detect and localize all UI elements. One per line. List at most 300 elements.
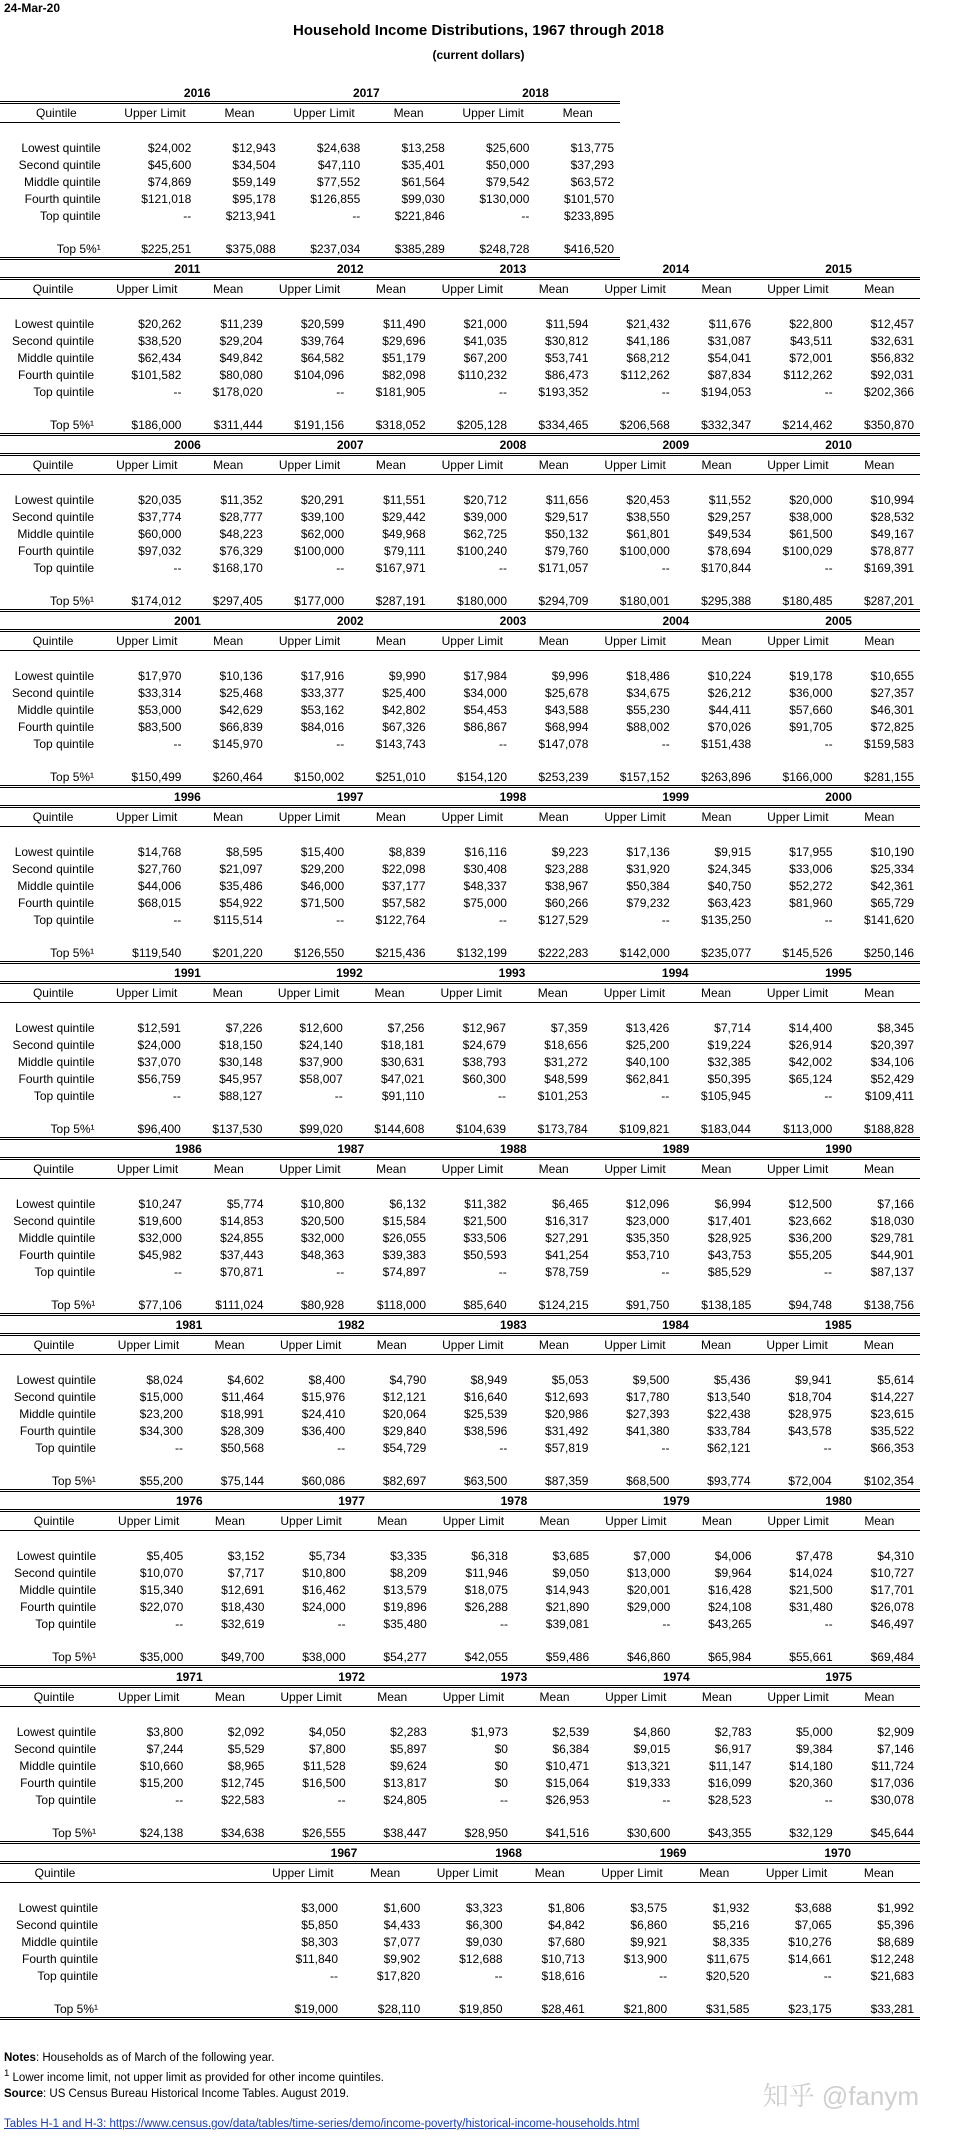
upper-limit-cell: $20,001 xyxy=(626,1582,671,1597)
upper-limit-cell: -- xyxy=(352,208,361,223)
upper-limit-cell: $15,340 xyxy=(139,1582,184,1597)
year-label: 1997 xyxy=(336,790,364,804)
quintile-label: Fourth quintile xyxy=(19,1247,96,1262)
mean-cell: $30,148 xyxy=(219,1054,263,1069)
year-block xyxy=(0,1845,957,2021)
mean-cell: $49,534 xyxy=(707,526,752,541)
mean-cell: $54,041 xyxy=(707,350,752,365)
table-row xyxy=(0,139,620,156)
upper-limit-cell: $14,180 xyxy=(789,1758,833,1773)
mean-header: Mean xyxy=(189,1687,270,1707)
mean-cell: $168,170 xyxy=(212,560,263,575)
quintile-label: Lowest quintile xyxy=(21,140,101,155)
mean-header: Mean xyxy=(187,455,268,475)
mean-cell: $52,429 xyxy=(870,1071,914,1086)
table-row xyxy=(0,1120,920,1139)
quintile-label: Lowest quintile xyxy=(18,1900,99,1915)
upper-limit-cell: $132,199 xyxy=(432,944,513,963)
mean-cell: $135,250 xyxy=(701,912,752,927)
upper-limit-cell: $14,024 xyxy=(789,1565,833,1580)
mean-cell: $18,430 xyxy=(221,1599,265,1614)
quintile-label: Lowest quintile xyxy=(16,1372,96,1387)
mean-cell: $5,436 xyxy=(713,1372,751,1387)
mean-cell: $4,310 xyxy=(877,1548,914,1563)
mean-cell: $10,713 xyxy=(541,1951,585,1966)
upper-limit-cell: -- xyxy=(334,1088,343,1103)
year-label: 2017 xyxy=(352,86,380,100)
mean-cell: $30,078 xyxy=(870,1792,914,1807)
quintile-label: Second quintile xyxy=(13,1213,96,1228)
upper-limit-cell: -- xyxy=(183,208,192,223)
upper-limit-cell: $45,600 xyxy=(147,157,192,172)
mean-cell: $8,965 xyxy=(227,1758,265,1773)
upper-limit-cell: $16,462 xyxy=(302,1582,346,1597)
upper-limit-cell: -- xyxy=(499,384,508,399)
year-label: 1970 xyxy=(824,1846,852,1860)
mean-cell: $294,709 xyxy=(513,592,594,611)
mean-cell: $138,756 xyxy=(838,1296,920,1315)
upper-limit-cell: $10,247 xyxy=(138,1196,182,1211)
upper-limit-cell: $100,000 xyxy=(619,543,670,558)
upper-limit-cell: $3,688 xyxy=(794,1900,832,1915)
mean-cell: $43,265 xyxy=(708,1616,752,1631)
upper-limit-cell: $46,860 xyxy=(595,1648,676,1667)
mean-cell: $260,464 xyxy=(187,768,268,787)
upper-limit-header: Upper Limit xyxy=(270,1511,351,1531)
upper-limit-cell: $25,200 xyxy=(625,1037,670,1052)
upper-limit-header: Upper Limit xyxy=(755,1863,837,1883)
mean-cell: $8,689 xyxy=(877,1934,914,1949)
quintile-label: Second quintile xyxy=(14,1741,97,1756)
upper-limit-header: Upper Limit xyxy=(113,103,198,123)
mean-cell: $29,781 xyxy=(870,1230,914,1245)
mean-cell: $3,335 xyxy=(390,1548,427,1563)
upper-limit-cell: $29,000 xyxy=(626,1599,671,1614)
mean-cell: $79,111 xyxy=(384,543,426,558)
year-block xyxy=(0,613,957,789)
mean-cell: $111,024 xyxy=(188,1296,270,1315)
income-table xyxy=(0,261,920,436)
year-label: 1981 xyxy=(175,1318,203,1332)
table-row xyxy=(0,349,920,366)
mean-cell: $12,457 xyxy=(870,316,914,331)
mean-cell: $263,896 xyxy=(676,768,757,787)
mean-cell: $82,098 xyxy=(382,367,426,382)
mean-header: Mean xyxy=(676,1511,757,1531)
upper-limit-header: Upper Limit xyxy=(757,455,838,475)
quintile-label: Fourth quintile xyxy=(20,1775,97,1790)
upper-limit-cell: $11,840 xyxy=(295,1951,338,1966)
upper-limit-cell: $20,000 xyxy=(789,492,833,507)
upper-limit-cell: $21,800 xyxy=(591,2000,673,2019)
mean-cell: $15,584 xyxy=(382,1213,427,1228)
quintile-label: Middle quintile xyxy=(17,526,95,541)
mean-header: Mean xyxy=(512,983,594,1003)
year-label xyxy=(110,1845,262,1863)
upper-limit-header: Upper Limit xyxy=(269,455,350,475)
upper-limit-cell: $214,462 xyxy=(757,416,838,435)
year-block xyxy=(0,261,957,437)
upper-limit-cell: $22,800 xyxy=(789,316,833,331)
upper-limit-header: Upper Limit xyxy=(451,103,536,123)
upper-limit-cell: $71,500 xyxy=(300,895,345,910)
year-label: 2018 xyxy=(522,86,549,100)
mean-header: Mean xyxy=(839,1511,920,1531)
upper-limit-cell: $15,000 xyxy=(139,1389,184,1404)
upper-limit-cell: $15,400 xyxy=(300,844,345,859)
mean-cell: $10,224 xyxy=(707,668,752,683)
quintile-label: Middle quintile xyxy=(24,174,101,189)
mean-cell: $31,087 xyxy=(707,333,752,348)
upper-limit-cell: $225,251 xyxy=(113,240,198,259)
upper-limit-cell: -- xyxy=(823,1968,832,1983)
table-row xyxy=(0,1581,920,1598)
upper-limit-cell: -- xyxy=(336,560,345,575)
upper-limit-cell: -- xyxy=(824,736,833,751)
mean-cell: $5,053 xyxy=(551,1372,589,1387)
census-tables-link[interactable]: Tables H-1 and H-3: https://www.census.gov/data/tables/time-series/demo/income-poverty/historical-income-households.html xyxy=(4,2118,640,2130)
mean-cell: $22,583 xyxy=(221,1792,265,1807)
table-row xyxy=(0,1388,920,1405)
quintile-label: Lowest quintile xyxy=(15,1196,96,1211)
quintile-label: Second quintile xyxy=(14,1565,97,1580)
mean-header: Mean xyxy=(189,1335,270,1355)
year-label: 2001 xyxy=(174,614,201,628)
mean-header: Mean xyxy=(349,983,431,1003)
mean-cell: $54,922 xyxy=(219,895,263,910)
mean-cell: $171,057 xyxy=(538,560,589,575)
upper-limit-cell: -- xyxy=(661,560,670,575)
mean-cell: $15,064 xyxy=(545,1775,590,1790)
upper-limit-cell: $60,300 xyxy=(462,1071,506,1086)
quintile-label: Middle quintile xyxy=(17,878,95,893)
upper-limit-cell: -- xyxy=(661,384,670,399)
mean-cell: $3,685 xyxy=(552,1548,590,1563)
mean-cell: $375,088 xyxy=(197,240,282,259)
mean-cell: $11,676 xyxy=(708,316,752,331)
upper-limit-cell: $38,000 xyxy=(789,509,833,524)
upper-limit-cell: $17,136 xyxy=(626,844,670,859)
upper-limit-cell: $8,303 xyxy=(301,1934,338,1949)
quintile-label: Second quintile xyxy=(18,157,101,172)
year-block xyxy=(0,1141,957,1317)
table-row xyxy=(0,1439,920,1456)
table-row xyxy=(0,190,620,207)
mean-cell: $49,167 xyxy=(870,526,914,541)
mean-cell: $3,152 xyxy=(227,1548,265,1563)
year-label: 1968 xyxy=(495,1846,522,1860)
mean-cell: $115,514 xyxy=(213,912,263,927)
table-row xyxy=(0,1212,920,1229)
upper-limit-cell: $6,860 xyxy=(630,1917,668,1932)
upper-limit-cell: $27,760 xyxy=(137,861,182,876)
mean-cell: $29,517 xyxy=(545,509,589,524)
upper-limit-cell: $206,568 xyxy=(594,416,675,435)
upper-limit-header: Upper Limit xyxy=(594,455,675,475)
upper-limit-cell: $186,000 xyxy=(106,416,187,435)
upper-limit-cell: $86,867 xyxy=(463,719,508,734)
upper-limit-cell: $55,230 xyxy=(626,702,670,717)
upper-limit-cell: $11,528 xyxy=(303,1758,346,1773)
upper-limit-cell: $97,032 xyxy=(138,543,182,558)
quintile-label: Top quintile xyxy=(33,736,95,751)
quintile-label: Top 5%¹ xyxy=(0,240,113,259)
mean-header: Mean xyxy=(673,1863,755,1883)
table-row xyxy=(0,416,920,435)
mean-cell: $49,842 xyxy=(219,350,263,365)
mean-cell: $87,834 xyxy=(707,367,752,382)
table-row xyxy=(0,332,920,349)
mean-header: Mean xyxy=(187,279,268,299)
upper-limit-cell: $26,555 xyxy=(270,1824,351,1843)
table-row xyxy=(0,366,920,383)
mean-cell: $72,825 xyxy=(870,719,914,734)
mean-cell: $48,223 xyxy=(219,526,263,541)
upper-limit-cell: -- xyxy=(499,736,508,751)
upper-limit-header: Upper Limit xyxy=(433,1687,514,1707)
upper-limit-cell: $20,035 xyxy=(138,492,182,507)
upper-limit-cell: -- xyxy=(172,1088,181,1103)
upper-limit-cell: $79,542 xyxy=(485,174,530,189)
upper-limit-cell: $75,000 xyxy=(463,895,507,910)
upper-limit-header: Upper Limit xyxy=(106,455,187,475)
upper-limit-cell: $43,511 xyxy=(790,333,833,348)
mean-cell: $45,957 xyxy=(219,1071,263,1086)
upper-limit-cell: $43,578 xyxy=(788,1423,832,1438)
upper-limit-cell: $36,400 xyxy=(301,1423,346,1438)
mean-cell: $44,411 xyxy=(708,702,752,717)
mean-header: Mean xyxy=(535,103,620,123)
mean-cell: $28,532 xyxy=(870,509,914,524)
upper-limit-cell: $104,639 xyxy=(430,1120,512,1139)
upper-limit-cell: $4,050 xyxy=(308,1724,346,1739)
table-row xyxy=(0,1615,920,1632)
income-table xyxy=(0,85,620,260)
mean-header: Mean xyxy=(351,1335,432,1355)
upper-limit-cell: $10,800 xyxy=(300,1196,345,1211)
upper-limit-cell: $33,377 xyxy=(300,685,345,700)
upper-limit-cell: $10,800 xyxy=(302,1565,346,1580)
mean-cell: $26,078 xyxy=(870,1599,914,1614)
mean-header: Mean xyxy=(675,1335,756,1355)
page-subtitle: (current dollars) xyxy=(432,48,525,62)
year-label: 1973 xyxy=(500,1670,528,1684)
upper-limit-cell: $13,321 xyxy=(626,1758,671,1773)
mean-cell: $124,215 xyxy=(513,1296,595,1315)
upper-limit-cell: $112,262 xyxy=(620,367,670,382)
upper-limit-cell: $14,661 xyxy=(788,1951,832,1966)
mean-cell: $66,839 xyxy=(219,719,263,734)
quintile-header: Quintile xyxy=(0,1687,108,1707)
mean-cell: $13,775 xyxy=(570,140,614,155)
mean-cell: $12,943 xyxy=(232,140,276,155)
year-label: 2004 xyxy=(662,614,690,628)
mean-header: Mean xyxy=(513,1159,595,1179)
upper-limit-cell: $99,020 xyxy=(268,1120,348,1139)
year-block xyxy=(0,437,957,613)
upper-limit-cell: $35,350 xyxy=(625,1230,670,1245)
mean-cell: $54,277 xyxy=(352,1648,433,1667)
notes-line: Notes: Households as of March of the following year. xyxy=(4,2052,275,2064)
upper-limit-header: Upper Limit xyxy=(270,1687,351,1707)
table-row xyxy=(0,1371,920,1388)
upper-limit-cell: $72,004 xyxy=(757,1472,838,1491)
mean-cell: $11,147 xyxy=(709,1758,752,1773)
quintile-label: Lowest quintile xyxy=(14,844,95,859)
upper-limit-cell: $32,129 xyxy=(758,1824,839,1843)
upper-limit-cell: $145,526 xyxy=(757,944,838,963)
mean-cell: $25,468 xyxy=(219,685,263,700)
mean-cell: $253,239 xyxy=(513,768,594,787)
upper-limit-cell: $50,384 xyxy=(626,878,670,893)
mean-cell: $17,401 xyxy=(707,1213,752,1228)
mean-cell: $5,614 xyxy=(877,1372,914,1387)
quintile-label: Top 5%¹ xyxy=(0,768,106,787)
upper-limit-cell: $14,768 xyxy=(137,844,182,859)
year-label: 1992 xyxy=(336,966,363,980)
year-label: 2002 xyxy=(336,614,364,628)
mean-cell: $13,817 xyxy=(383,1775,427,1790)
upper-limit-cell: -- xyxy=(336,912,345,927)
mean-cell: $22,098 xyxy=(382,861,426,876)
mean-cell: $17,036 xyxy=(870,1775,914,1790)
upper-limit-cell: $9,030 xyxy=(465,1934,503,1949)
mean-header: Mean xyxy=(187,807,268,827)
mean-cell: $65,984 xyxy=(676,1648,757,1667)
income-table xyxy=(0,965,920,1140)
mean-cell: $39,081 xyxy=(545,1616,590,1631)
mean-cell: $295,388 xyxy=(676,592,757,611)
upper-limit-cell: $62,434 xyxy=(138,350,182,365)
table-row xyxy=(0,383,920,400)
mean-cell: $70,026 xyxy=(707,719,752,734)
upper-limit-cell: $17,984 xyxy=(463,668,508,683)
year-label: 1993 xyxy=(498,966,526,980)
upper-limit-cell: $100,240 xyxy=(456,543,508,558)
upper-limit-cell: $46,000 xyxy=(300,878,345,893)
upper-limit-cell: $205,128 xyxy=(432,416,513,435)
mean-cell: $350,870 xyxy=(839,416,920,435)
upper-limit-cell: $16,500 xyxy=(302,1775,346,1790)
mean-cell: $181,905 xyxy=(375,384,426,399)
year-block xyxy=(0,789,957,965)
mean-header: Mean xyxy=(839,807,920,827)
upper-limit-cell: $104,096 xyxy=(294,367,345,382)
upper-limit-header: Upper Limit xyxy=(757,1159,838,1179)
mean-header: Mean xyxy=(344,1863,426,1883)
mean-cell: $8,209 xyxy=(390,1565,427,1580)
year-label: 2007 xyxy=(336,438,364,452)
upper-limit-cell: $142,000 xyxy=(594,944,675,963)
mean-cell: $122,764 xyxy=(375,912,426,927)
upper-limit-cell: $24,002 xyxy=(147,140,192,155)
mean-cell: $9,964 xyxy=(714,1565,752,1580)
mean-cell: $145,970 xyxy=(212,736,263,751)
table-row xyxy=(0,592,920,611)
upper-limit-header: Upper Limit xyxy=(432,1159,513,1179)
upper-limit-header: Upper Limit xyxy=(758,1511,839,1531)
income-table xyxy=(0,1669,920,1844)
upper-limit-header: Upper Limit xyxy=(757,1335,838,1355)
mean-cell: $6,132 xyxy=(389,1196,427,1211)
mean-cell: $14,227 xyxy=(870,1389,914,1404)
mean-header: Mean xyxy=(514,1687,595,1707)
table-row xyxy=(0,684,920,701)
table-row xyxy=(0,735,920,752)
upper-limit-cell: $32,000 xyxy=(300,1230,345,1245)
quintile-label: Top quintile xyxy=(33,1088,95,1103)
table-row xyxy=(0,207,620,224)
year-label: 1971 xyxy=(175,1670,203,1684)
upper-limit-cell: -- xyxy=(175,1440,184,1455)
upper-limit-cell: $29,200 xyxy=(300,861,345,876)
quintile-label: Top 5%¹ xyxy=(0,1120,107,1139)
upper-limit-cell: $13,000 xyxy=(626,1565,671,1580)
upper-limit-cell: $19,333 xyxy=(626,1775,671,1790)
mean-cell: $7,146 xyxy=(877,1741,914,1756)
year-label: 1975 xyxy=(825,1670,853,1684)
upper-limit-cell: -- xyxy=(175,1792,184,1807)
table-row xyxy=(0,877,920,894)
upper-limit-header: Upper Limit xyxy=(108,1511,189,1531)
mean-cell: $87,137 xyxy=(870,1264,914,1279)
table-row xyxy=(0,525,920,542)
mean-cell: $8,595 xyxy=(226,844,263,859)
mean-cell: $221,846 xyxy=(394,208,445,223)
upper-limit-cell: $180,001 xyxy=(594,592,675,611)
mean-cell: $18,150 xyxy=(219,1037,263,1052)
upper-limit-cell: -- xyxy=(499,1440,508,1455)
mean-cell: $39,383 xyxy=(382,1247,427,1262)
table-row xyxy=(0,1195,920,1212)
upper-limit-cell: $18,704 xyxy=(788,1389,832,1404)
mean-cell: $34,504 xyxy=(232,157,276,172)
upper-limit-cell: $85,640 xyxy=(432,1296,513,1315)
table-row xyxy=(0,156,620,173)
upper-limit-header: Upper Limit xyxy=(432,631,513,651)
upper-limit-cell: $65,124 xyxy=(788,1071,833,1086)
mean-cell: $57,819 xyxy=(545,1440,589,1455)
upper-limit-cell: $19,850 xyxy=(426,2000,508,2019)
mean-cell: $8,335 xyxy=(712,1934,750,1949)
mean-cell: $57,582 xyxy=(382,895,426,910)
upper-limit-cell: $60,000 xyxy=(138,526,182,541)
mean-cell: $78,759 xyxy=(545,1264,589,1279)
upper-limit-cell: $177,000 xyxy=(269,592,350,611)
mean-cell: $30,631 xyxy=(380,1054,425,1069)
upper-limit-cell: $13,900 xyxy=(623,1951,668,1966)
quintile-header: Quintile xyxy=(0,807,106,827)
upper-limit-cell: -- xyxy=(661,1264,670,1279)
mean-cell: $17,701 xyxy=(870,1582,914,1597)
mean-cell: $201,220 xyxy=(187,944,268,963)
mean-cell: $43,588 xyxy=(545,702,589,717)
mean-cell xyxy=(186,1967,262,1984)
quintile-label: Top quintile xyxy=(33,560,95,575)
mean-cell: $2,092 xyxy=(227,1724,265,1739)
mean-cell: $11,656 xyxy=(545,492,589,507)
table-row xyxy=(0,559,920,576)
table-row xyxy=(0,667,920,684)
upper-limit-cell: $50,593 xyxy=(463,1247,507,1262)
mean-cell: $14,943 xyxy=(545,1582,590,1597)
upper-limit-cell: $12,967 xyxy=(462,1020,506,1035)
quintile-label: Lowest quintile xyxy=(14,492,95,507)
mean-header: Mean xyxy=(189,1511,270,1531)
mean-cell: $75,144 xyxy=(189,1472,270,1491)
upper-limit-cell: $20,262 xyxy=(138,316,182,331)
upper-limit-cell: $237,034 xyxy=(282,240,367,259)
